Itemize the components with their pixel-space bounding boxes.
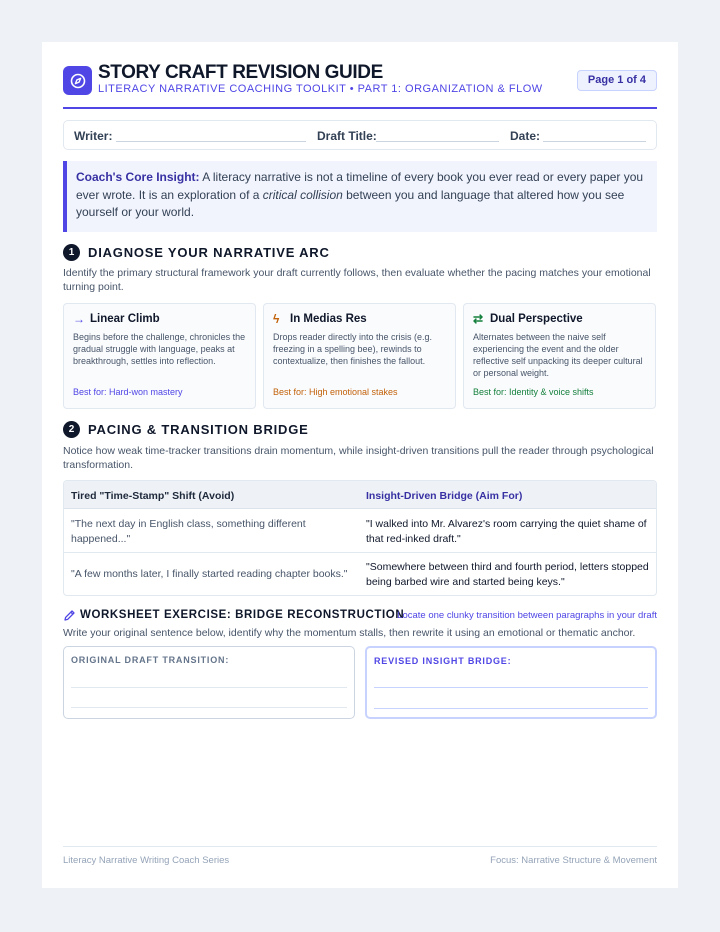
date-label: Date:: [510, 129, 541, 143]
card-title: Dual Perspective: [490, 313, 583, 325]
worksheet-title: WORKSHEET EXERCISE: BRIDGE RECONSTRUCTION: [80, 609, 405, 621]
writing-line: [71, 687, 347, 688]
footer-divider: [63, 846, 657, 847]
draft-title-field[interactable]: [376, 141, 499, 142]
insight-text-1: A literacy narrative is not a timeline of every book you ever read or every paper you ever wrote. It is an exploration of a: [76, 170, 644, 202]
card-title: In Medias Res: [290, 313, 367, 325]
arc-card-dual-perspective: [463, 303, 656, 409]
column-header-avoid: Tired "Time-Stamp" Shift (Avoid): [71, 490, 235, 502]
section-2-number: 2: [63, 421, 80, 438]
original-transition-box[interactable]: [63, 646, 355, 719]
card-description: Begins before the challenge, chronicles the gradual struggle with language, peaks at breakthrough, settles into reflection.: [73, 332, 246, 366]
insight-emphasis: critical collision: [262, 187, 343, 202]
worksheet-description: Write your original sentence below, identify why the momentum stalls, then rewrite it using an emotional or thematic anchor.: [63, 627, 636, 639]
revised-bridge-box[interactable]: [365, 646, 657, 719]
worksheet-note: Locate one clunky transition between paragraphs in your draft: [397, 610, 657, 621]
header-divider: [63, 107, 657, 109]
writing-line: [374, 687, 648, 688]
section-1-number: 1: [63, 244, 80, 261]
swap-arrows-icon: ⇄: [473, 312, 484, 326]
writing-line: [71, 707, 347, 708]
document-page: [42, 42, 678, 888]
draft-title-label: Draft Title:: [317, 129, 377, 143]
arc-card-linear-climb: [63, 303, 256, 409]
footer-focus: Focus: Narrative Structure & Movement: [490, 855, 657, 866]
original-transition-label: ORIGINAL DRAFT TRANSITION:: [71, 655, 230, 665]
section-1-description: Identify the primary structural framework your draft currently follows, then evaluate whether the pacing matches your emotional turning point.: [63, 267, 651, 293]
insight-text-2: between you and language that altered how you see yourself or your world.: [76, 187, 625, 219]
card-best-for: Best for: Hard-won mastery: [73, 387, 183, 397]
revised-bridge-label: REVISED INSIGHT BRIDGE:: [374, 656, 512, 666]
table-cell: "I walked into Mr. Alvarez's room carrying the quiet shame of that red-inked draft.": [366, 518, 647, 545]
transition-table: [63, 480, 657, 596]
table-header: [64, 481, 656, 509]
pencil-icon: [63, 609, 76, 622]
date-field[interactable]: [543, 141, 646, 142]
writer-field[interactable]: [116, 141, 306, 142]
card-best-for: Best for: Identity & voice shifts: [473, 387, 594, 397]
section-2-title: PACING & TRANSITION BRIDGE: [88, 422, 309, 437]
arrow-right-icon: →: [73, 312, 85, 326]
writing-line: [374, 708, 648, 709]
footer-series: Literacy Narrative Writing Coach Series: [63, 855, 230, 866]
lightning-icon: ϟ: [273, 312, 280, 326]
card-description: Drops reader directly into the crisis (e.g. freezing in a spelling bee), rewinds to contextualize, then finishes the fallout.: [273, 332, 433, 366]
coach-insight-callout: [63, 161, 657, 232]
section-2-description: Notice how weak time-tracker transitions drain momentum, while insight-driven transitions pull the reader through psychological transformation.: [63, 445, 654, 471]
compass-icon: [63, 66, 92, 95]
document-meta-fields: [63, 120, 657, 150]
arc-card-in-medias-res: [263, 303, 456, 409]
card-best-for: Best for: High emotional stakes: [273, 387, 398, 397]
section-1-title: DIAGNOSE YOUR NARRATIVE ARC: [88, 245, 330, 260]
table-cell: "The next day in English class, something different happened...": [71, 518, 306, 545]
table-row: [64, 510, 656, 553]
table-cell: "A few months later, I finally started reading chapter books.": [71, 568, 348, 580]
table-cell: "Somewhere between third and fourth period, letters stopped being barbed wire and started being keys.": [366, 561, 649, 588]
page-title: STORY CRAFT REVISION GUIDE: [98, 62, 383, 83]
page-subtitle: LITERACY NARRATIVE COACHING TOOLKIT • PART 1: ORGANIZATION & FLOW: [98, 83, 543, 95]
column-header-aim-for: Insight-Driven Bridge (Aim For): [366, 490, 523, 502]
writer-label: Writer:: [74, 129, 113, 143]
page-number-badge: Page 1 of 4: [577, 70, 657, 91]
table-row: [64, 554, 656, 596]
insight-label: Coach's Core Insight:: [76, 170, 200, 184]
card-title: Linear Climb: [90, 313, 160, 325]
card-description: Alternates between the naive self experiencing the event and the older reflective self unpacking its deeper cultural or personal weight.: [473, 332, 643, 378]
